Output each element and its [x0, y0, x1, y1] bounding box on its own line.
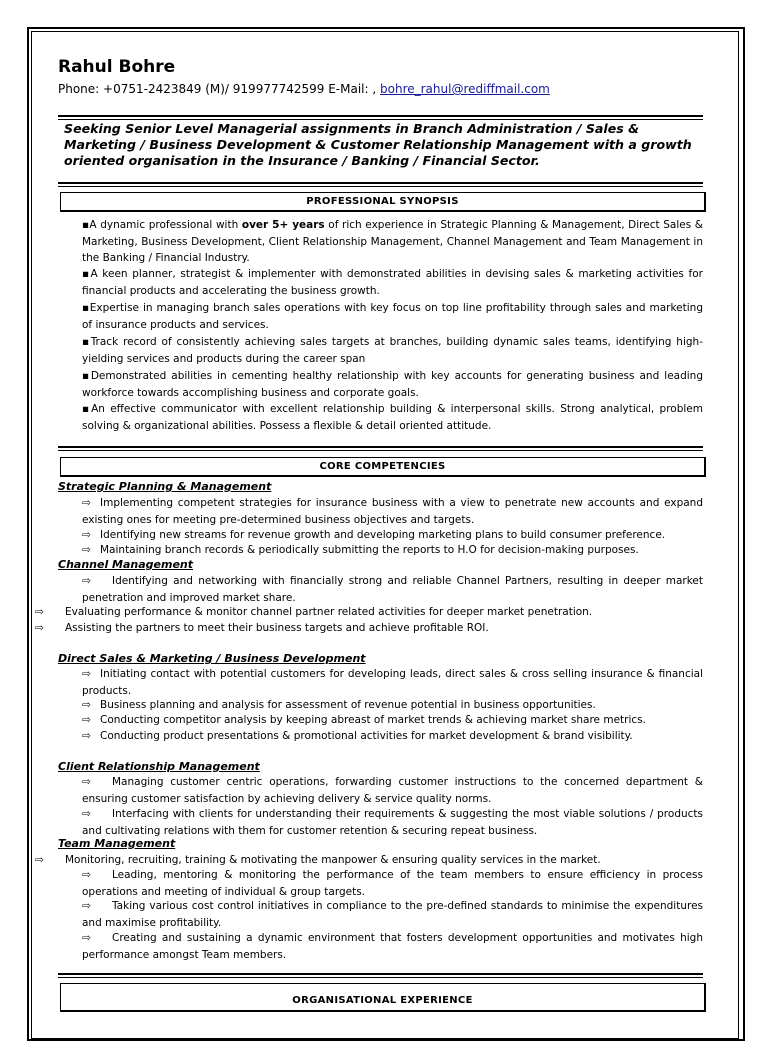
- candidate-name: Rahul Bohre: [58, 57, 176, 77]
- synopsis-item-6: ▪An effective communicator with excellent relationship building & interpersonal skills. Strong analytical, problem solving & organizational abilities. Possess a flexible & detail oriented attitude.: [82, 403, 703, 432]
- synopsis-item-1: ▪A dynamic professional with over 5+ years of rich experience in Strategic Planning & Management, Direct Sales & Marketing, Business Development, Client Relationship Management, Channel Management and Team Management in the Banking / Financial Industry.: [82, 219, 703, 264]
- channel-item-2: ⇨ Evaluating performance & monitor channel partner related activities for deeper market penetration.: [35, 604, 592, 621]
- right-arrow-icon: ⇨: [82, 869, 91, 881]
- right-arrow-icon: ⇨: [35, 606, 44, 618]
- right-arrow-icon: ⇨: [82, 776, 91, 788]
- synopsis-item-2: ▪A keen planner, strategist & implementer with demonstrated abilities in devising sales & marketing activities for financial products and accelerating the business growth.: [82, 268, 703, 297]
- team-item-4: ⇨ Creating and sustaining a dynamic environment that fosters development opportunities and motivates high performance amongst Team members.: [82, 932, 703, 961]
- divider-synopsis-thin: [58, 450, 703, 451]
- team-item-1: ⇨ Monitoring, recruiting, training & motivating the manpower & ensuring quality services in the market.: [35, 852, 601, 869]
- direct-item-2: ⇨ Business planning and analysis for assessment of revenue potential in business opportunities.: [82, 697, 703, 714]
- right-arrow-icon: ⇨: [82, 900, 91, 912]
- strategic-item-1: ⇨ Implementing competent strategies for insurance business with a view to penetrate new accounts and expand existing ones for meeting pre-determined business objectives and targets.: [82, 497, 703, 526]
- divider-top-thin: [58, 119, 703, 120]
- email-link[interactable]: bohre_rahul@rediffmail.com: [380, 82, 550, 96]
- team-title: Team Management: [58, 837, 176, 850]
- team-item-3: ⇨ Taking various cost control initiatives in compliance to the pre-defined standards to minimise the expenditures and maximise profitability.: [82, 900, 703, 929]
- core-heading: CORE COMPETENCIES: [60, 457, 706, 477]
- channel-item-1: ⇨ Identifying and networking with financially strong and reliable Channel Partners, resulting in deeper market penetration and improved market share.: [82, 575, 703, 604]
- client-title: Client Relationship Management: [58, 760, 260, 773]
- strategic-item-2: ⇨ Identifying new streams for revenue growth and developing marketing plans to build consumer preference.: [82, 527, 703, 544]
- right-arrow-icon: ⇨: [82, 730, 91, 742]
- direct-sales-title: Direct Sales & Marketing / Business Development: [58, 652, 366, 665]
- square-bullet-icon: ▪: [82, 403, 92, 415]
- square-bullet-icon: ▪: [82, 336, 91, 348]
- divider-core: [58, 973, 703, 975]
- direct-item-4: ⇨ Conducting product presentations & promotional activities for market development & brand visibility.: [82, 728, 703, 745]
- channel-title: Channel Management: [58, 558, 194, 571]
- square-bullet-icon: ▪: [82, 219, 90, 231]
- right-arrow-icon: ⇨: [82, 714, 91, 726]
- right-arrow-icon: ⇨: [82, 808, 91, 820]
- synopsis-item-3: ▪Expertise in managing branch sales operations with key focus on top line profitability through sales and marketing of insurance products and services.: [82, 302, 703, 331]
- client-item-1: ⇨ Managing customer centric operations, forwarding customer instructions to the concerned department & ensuring customer satisfaction by achieving delivery & service quality norms.: [82, 776, 703, 805]
- strategic-item-3: ⇨ Maintaining branch records & periodically submitting the reports to H.O for decision-making purposes.: [82, 542, 703, 559]
- divider-objective: [58, 182, 703, 184]
- right-arrow-icon: ⇨: [82, 932, 91, 944]
- synopsis-heading: PROFESSIONAL SYNOPSIS: [60, 192, 706, 212]
- direct-item-1: ⇨ Initiating contact with potential customers for developing leads, direct sales & cross selling insurance & financial products.: [82, 668, 703, 697]
- team-item-2: ⇨ Leading, mentoring & monitoring the performance of the team members to ensure efficiency in process operations and meeting of individual & group targets.: [82, 869, 703, 898]
- right-arrow-icon: ⇨: [35, 622, 44, 634]
- right-arrow-icon: ⇨: [82, 668, 91, 680]
- channel-item-3: ⇨ Assisting the partners to meet their business targets and achieve profitable ROI.: [35, 620, 489, 637]
- client-item-2: ⇨ Interfacing with clients for understanding their requirements & suggesting the most viable solutions / products and cultivating relations with them for customer retention & securing repeat business.: [82, 808, 703, 837]
- right-arrow-icon: ⇨: [35, 854, 44, 866]
- strategic-title: Strategic Planning & Management: [58, 480, 272, 493]
- right-arrow-icon: ⇨: [82, 497, 91, 509]
- experience-heading: ORGANISATIONAL EXPERIENCE: [60, 983, 706, 1012]
- square-bullet-icon: ▪: [82, 268, 91, 280]
- divider-synopsis: [58, 446, 703, 448]
- divider-objective-thin: [58, 186, 703, 187]
- synopsis-item-4: ▪Track record of consistently achieving sales targets at branches, building dynamic sales teams, identifying high-yielding services and products during the career span: [82, 336, 703, 365]
- right-arrow-icon: ⇨: [82, 544, 91, 556]
- career-objective: Seeking Senior Level Managerial assignments in Branch Administration / Sales & Marketing / Business Development & Customer Relationship Management with a growth oriented organisation in the Insurance / Banking / Financial Sector.: [64, 121, 692, 168]
- contact-line: [58, 82, 550, 96]
- right-arrow-icon: ⇨: [82, 699, 91, 711]
- square-bullet-icon: ▪: [82, 302, 90, 314]
- divider-top: [58, 115, 703, 117]
- synopsis-item-5: ▪Demonstrated abilities in cementing healthy relationship with key accounts for generating business and leading workforce towards accomplishing business and corporate goals.: [82, 370, 703, 399]
- direct-item-3: ⇨ Conducting competitor analysis by keeping abreast of market trends & achieving market share metrics.: [82, 712, 703, 729]
- divider-core-thin: [58, 977, 703, 978]
- contact-phone: Phone: +0751-2423849 (M)/ 919977742599 E-Mail: ,: [58, 82, 380, 96]
- right-arrow-icon: ⇨: [82, 529, 91, 541]
- right-arrow-icon: ⇨: [82, 575, 91, 587]
- square-bullet-icon: ▪: [82, 370, 91, 382]
